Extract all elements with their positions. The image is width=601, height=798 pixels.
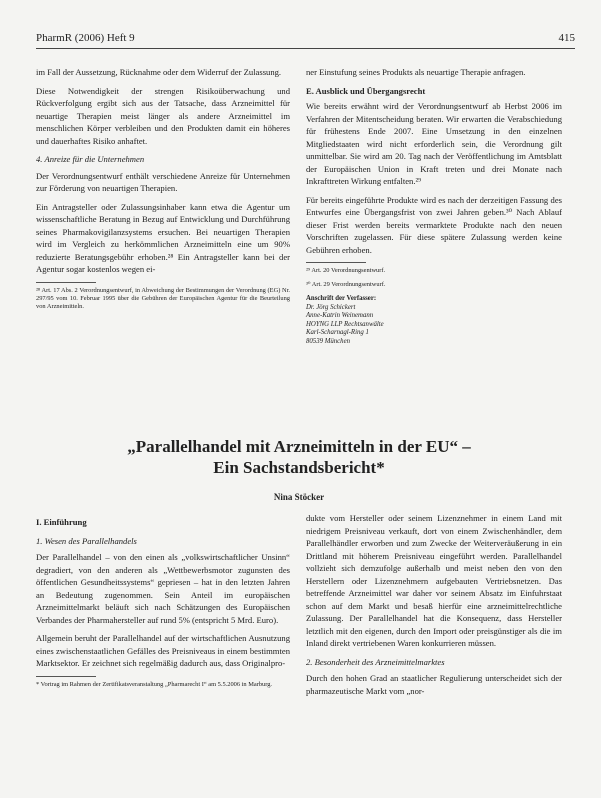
section-heading: E. Ausblick und Übergangsrecht	[306, 85, 426, 96]
article-title-line-1: „Parallelhandel mit Arzneimitteln in der EU“ –	[127, 437, 471, 456]
left-column-bottom	[36, 512, 290, 695]
running-header-journal: PharmR (2006) Heft 9	[36, 32, 135, 44]
footnote-rule	[306, 262, 366, 263]
address-line: Karl-Scharnagl-Ring 1	[306, 329, 369, 337]
paragraph: im Fall der Aussetzung, Rücknahme oder dem Widerruf der Zulassung.	[36, 67, 282, 77]
footnote-rule	[36, 282, 96, 283]
right-column-bottom	[306, 512, 562, 703]
address-line: HOYNG LLP Rechtsanwälte	[306, 320, 384, 328]
subsection-heading: 1. Wesen des Parallelhandels	[36, 535, 137, 546]
address-line: Anne-Katrin Weinemann	[306, 312, 374, 320]
paragraph: Allgemein beruht der Parallelhandel auf der wirtschaftlichen Ausnutzung eines zwischenstaatlichen Gefälles des Preisniveaus in einem bestimmten Marktsektor. Er zeichnet sich regelmäßig dadurch aus, dass Originalpro-	[36, 633, 290, 668]
paragraph: Der Verordnungsentwurf enthält verschiedene Anreize für Unternehmen zur Förderung von neuartigen Therapien.	[36, 170, 290, 193]
paragraph: ner Einstufung seines Produkts als neuartige Therapie anfragen.	[306, 67, 526, 77]
paragraph: Der Parallelhandel – von den einen als „volkswirtschaftlicher Unsinn“ degradiert, von den anderen als „Wettbewerbsmotor zugunsten des öffentlichen Gesundheitssystems“ gepriesen – hat in den letzten Jahren an Bedeutung zugenommen. Sein Anteil im europäischen Arzneimittelmarkt beläuft sich nach Schätzungen des Europäischen Verbandes der Pharmahersteller auf rund 5% (entspricht 5 Mrd. Euro).	[36, 552, 290, 625]
address-label: Anschrift der Verfasser:	[306, 295, 377, 302]
subsection-heading: 4. Anreize für die Unternehmen	[36, 154, 145, 164]
footnote-rule	[36, 676, 96, 677]
paragraph: Wie bereits erwähnt wird der Verordnungsentwurf ab Herbst 2006 im Verfahren der Mitentscheidung beraten. Wir erwarten die Verabschiedung für frühestens Ende 2007. Eine Umsetzung in den einzelnen Mitgliedstaaten wird nicht erforderlich sein, die Verordnung gilt unmittelbar. Sie wird am 20. Tag nach der Veröffentlichung im Amtsblatt der Europäischen Union in Kraft treten und drei Monate nach Inkrafttreten Wirkung entfalten.²⁹	[306, 101, 562, 186]
subsection-heading: 2. Besonderheit des Arzneimittelmarktes	[306, 656, 445, 667]
footnote: ³⁰ Art. 29 Verordnungsentwurf.	[306, 281, 386, 288]
paragraph: Für bereits eingeführte Produkte wird es nach der derzeitigen Fassung des Entwurfes eine Übergangsfrist von zwei Jahren geben.³⁰ Nach Ablauf dieser Frist werden bereits vermarktete Produkte nach den neuen Vorschriften zugelassen. Für diese spätere Zulassung werden keine Gebühren erhoben.	[306, 194, 562, 255]
left-column-top	[36, 66, 290, 317]
footnote: ²⁹ Art. 20 Verordnungsentwurf.	[306, 267, 386, 274]
address-line: Dr. Jörg Schickert	[306, 303, 356, 311]
paragraph: dukte vom Hersteller oder seinem Lizenznehmer in einem Land mit niedrigem Preisniveau verkauft, dort von einem Zwischenhändler, dem Parallelhändler erworben und zum Zwecke der Weiterveräußerung in ein Drittland mit höherem Preisniveau eingeführt werden. Parallelhandel vollzieht sich demzufolge außerhalb und meist neben den von den Herstellern oder Lizenznehmern aufgebauten Vertriebsnetzen. Das betreffende Arzneimittel war daher vor seinem Absatz im Einfuhrstaat schon auf dem Markt und besaß hierfür eine arzneimittelrechtliche Zulassung. Der Parallelhandel hat die Konsequenz, dass Hersteller letztlich mit den eigenen, durch den Import oder preisgünstiger als die im Inland direkt vertriebenen Waren konkurrieren müssen.	[306, 513, 562, 648]
article-title-block	[36, 436, 562, 502]
article-author: Nina Stöcker	[273, 492, 325, 502]
header-rule	[36, 48, 575, 49]
paragraph: Ein Antragsteller oder Zulassungsinhaber kann etwa die Agentur um wissenschaftliche Beratung in Bezug auf Entwicklung und Durchführung seines Pharmakovigilanzsystems ersuchen. Bei neuartigen Therapien wird im Vergleich zu herkömmlichen Arzneimitteln eine um 90% reduzierte Beratungsgebühr erhoben.²⁸ Ein Antragsteller kann bei der Agentur sogar kostenlos wegen ei-	[36, 201, 290, 274]
right-column-top	[306, 66, 562, 347]
address-line: 80539 München	[306, 337, 350, 345]
footnote: ²⁸ Art. 17 Abs. 2 Verordnungsentwurf, in Abweichung der Bestimmungen der Verordnung (EG) Nr. 297/95 vom 10. Februar 1995 über die Gebühren der Europäischen Agentur für die Beurteilung von Arzneimitteln.	[36, 286, 290, 310]
paragraph: Durch den hohen Grad an staatlicher Regulierung unterscheidet sich der pharmazeutische Markt vom „nor-	[306, 673, 562, 696]
page-number: 415	[558, 32, 575, 44]
author-address	[306, 295, 562, 347]
paragraph: Diese Notwendigkeit der strengen Risikoüberwachung und Rückverfolgung ergibt sich aus der Tatsache, dass Arzneimittel für neuartige Therapien meist länger als andere Arzneimittel im menschlichen Körper verbleiben und den Produkten damit ein höheres und dauerhaftes Risiko anhaftet.	[36, 85, 290, 146]
section-heading: I. Einführung	[36, 517, 87, 527]
footnote: * Vortrag im Rahmen der Zertifikatsveranstaltung „Pharmarecht I“ am 5.5.2006 in Marburg.	[36, 680, 273, 688]
article-title-line-2: Ein Sachstandsbericht*	[213, 458, 385, 477]
